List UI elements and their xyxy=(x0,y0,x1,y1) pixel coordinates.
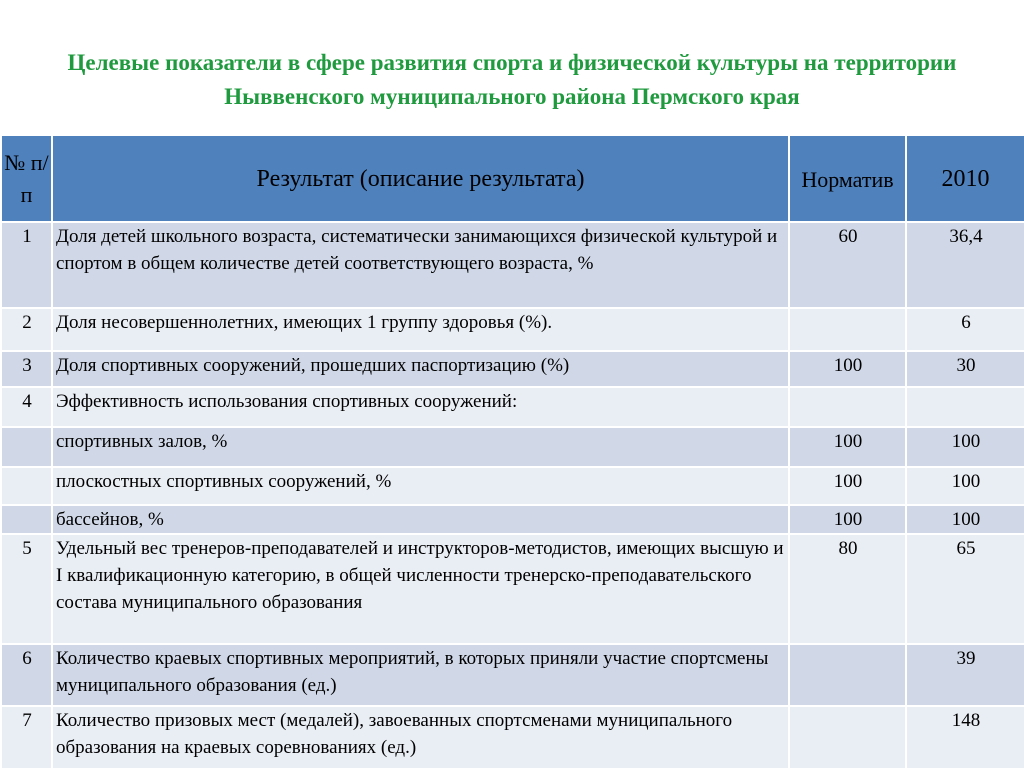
row-description: Доля несовершеннолетних, имеющих 1 группу здоровья (%). xyxy=(52,308,789,351)
row-number: 7 xyxy=(1,706,52,768)
row-year-value: 65 xyxy=(906,534,1024,644)
row-year-value: 148 xyxy=(906,706,1024,768)
row-number xyxy=(1,427,52,467)
table-row xyxy=(1,644,1024,706)
table-row xyxy=(1,387,1024,427)
row-number: 3 xyxy=(1,351,52,387)
row-number: 2 xyxy=(1,308,52,351)
row-description: Количество краевых спортивных мероприятий, в которых приняли участие спортсмены муниципального образования (ед.) xyxy=(52,644,789,706)
table-row xyxy=(1,534,1024,644)
targets-table xyxy=(0,134,1024,768)
row-number xyxy=(1,505,52,534)
table-row xyxy=(1,467,1024,505)
row-year-value: 36,4 xyxy=(906,222,1024,308)
row-number: 6 xyxy=(1,644,52,706)
row-year-value: 100 xyxy=(906,505,1024,534)
header-description: Результат (описание результата) xyxy=(52,135,789,222)
row-norm xyxy=(789,308,906,351)
row-number: 1 xyxy=(1,222,52,308)
row-norm: 80 xyxy=(789,534,906,644)
row-norm: 100 xyxy=(789,351,906,387)
table-row xyxy=(1,505,1024,534)
header-year-2010: 2010 xyxy=(906,135,1024,222)
row-norm xyxy=(789,387,906,427)
row-norm: 100 xyxy=(789,427,906,467)
table-row xyxy=(1,308,1024,351)
row-year-value: 30 xyxy=(906,351,1024,387)
row-description: Количество призовых мест (медалей), завоеванных спортсменами муниципального образования на краевых соревнованиях (ед.) xyxy=(52,706,789,768)
row-description: спортивных залов, % xyxy=(52,427,789,467)
slide-title: Целевые показатели в сфере развития спорта и физической культуры на территории Ныввенского муниципального района Пермского края xyxy=(67,50,957,109)
row-year-value: 100 xyxy=(906,467,1024,505)
row-number: 4 xyxy=(1,387,52,427)
row-description: Эффективность использования спортивных сооружений: xyxy=(52,387,789,427)
row-description: Доля спортивных сооружений, прошедших паспортизацию (%) xyxy=(52,351,789,387)
row-number xyxy=(1,467,52,505)
row-norm: 100 xyxy=(789,467,906,505)
table-row xyxy=(1,351,1024,387)
row-norm xyxy=(789,644,906,706)
row-description: Удельный вес тренеров-преподавателей и инструкторов-методистов, имеющих высшую и I квалификационную категорию, в общей численности тренерско-преподавательского состава муниципального образования xyxy=(52,534,789,644)
header-number: № п/п xyxy=(1,135,52,222)
row-number: 5 xyxy=(1,534,52,644)
table-row xyxy=(1,706,1024,768)
row-norm: 100 xyxy=(789,505,906,534)
row-norm xyxy=(789,706,906,768)
row-description: бассейнов, % xyxy=(52,505,789,534)
row-norm: 60 xyxy=(789,222,906,308)
row-year-value xyxy=(906,387,1024,427)
table-row xyxy=(1,222,1024,308)
header-norm: Норматив xyxy=(789,135,906,222)
row-description: Доля детей школьного возраста, систематически занимающихся физической культурой и спортом в общем количестве детей соответствующего возраста, % xyxy=(52,222,789,308)
row-description: плоскостных спортивных сооружений, % xyxy=(52,467,789,505)
row-year-value: 39 xyxy=(906,644,1024,706)
table-header-row xyxy=(1,135,1024,222)
row-year-value: 100 xyxy=(906,427,1024,467)
table-row xyxy=(1,427,1024,467)
row-year-value: 6 xyxy=(906,308,1024,351)
